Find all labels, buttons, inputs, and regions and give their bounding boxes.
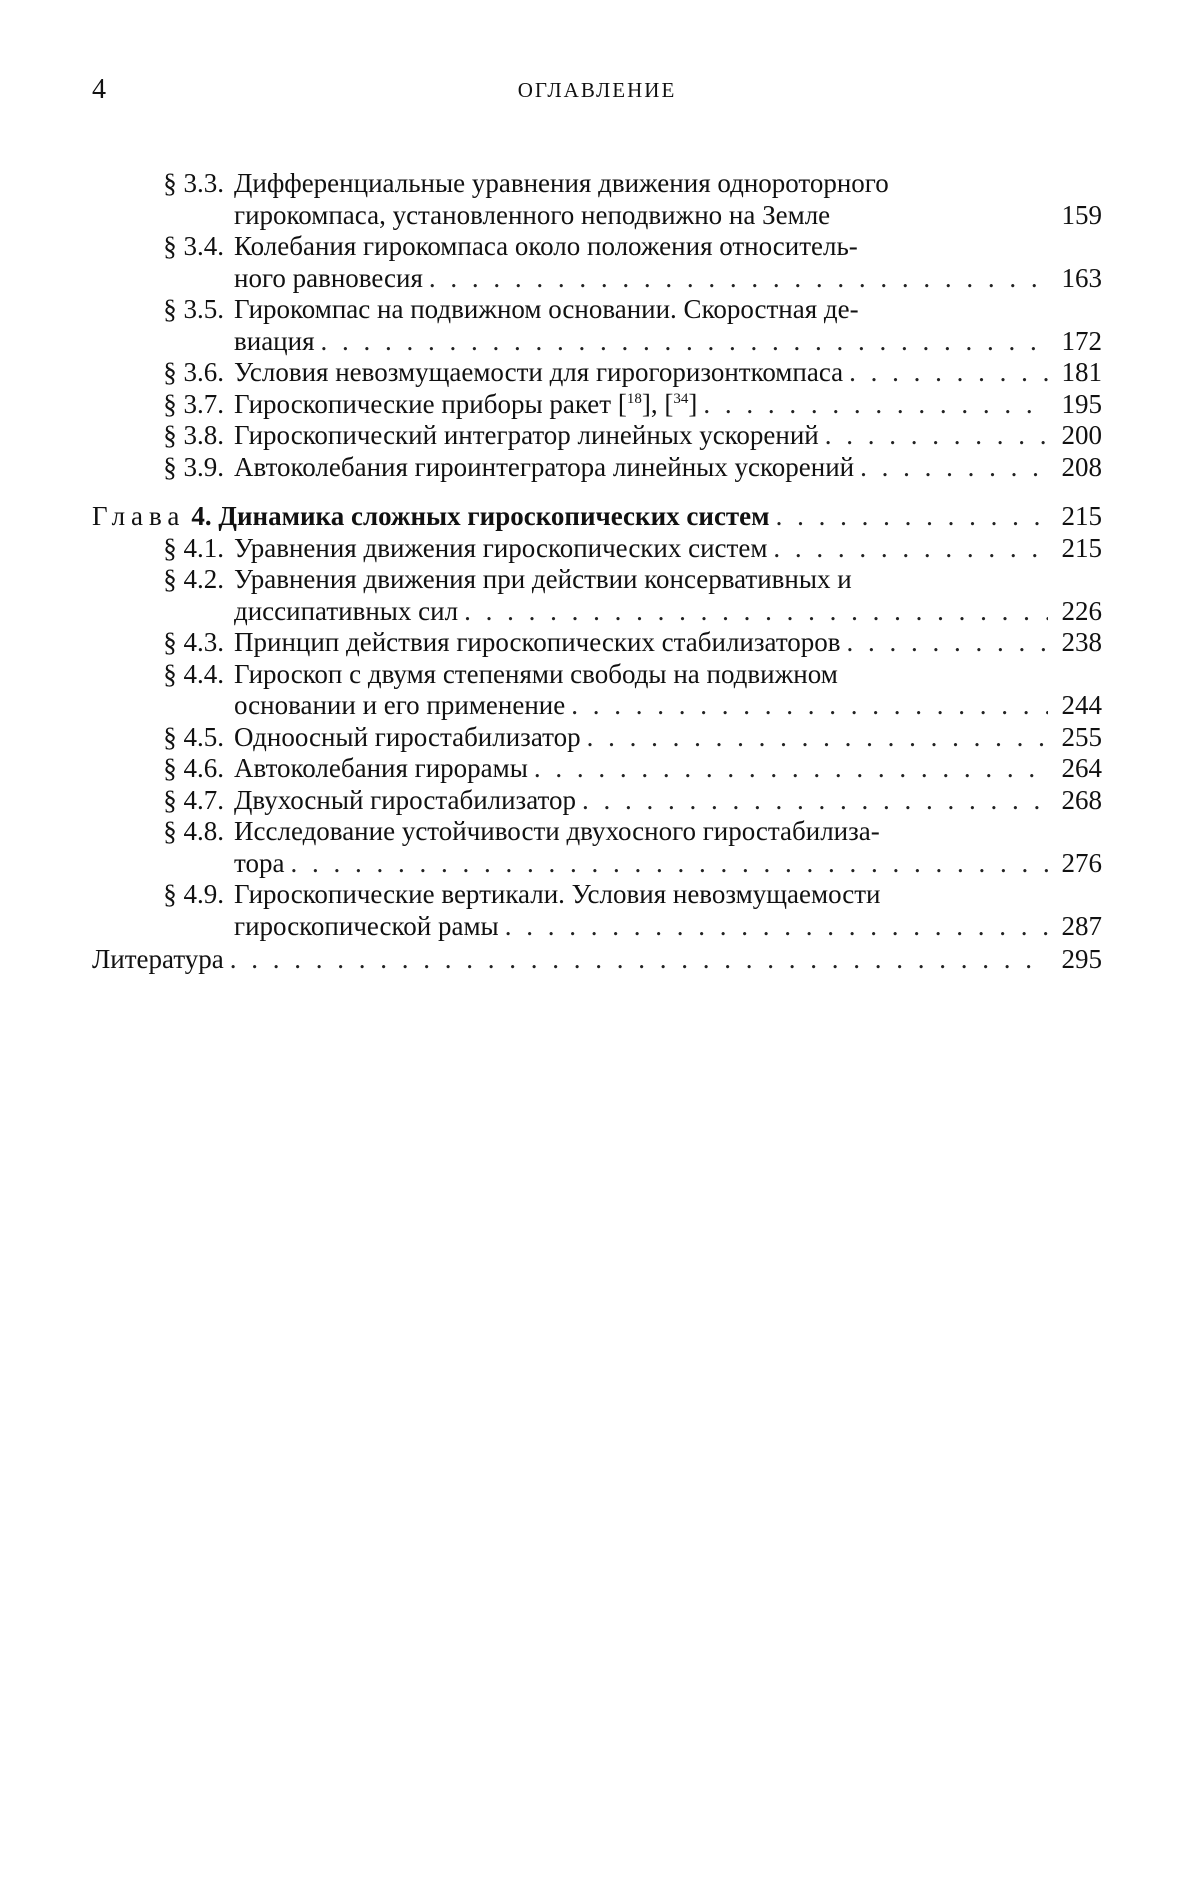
dot-leader <box>770 501 1048 533</box>
dot-leader <box>458 596 1048 628</box>
entry-title: Принцип действия гироскопических стабилизаторов <box>234 627 841 657</box>
toc-entry-3-3 <box>92 168 1102 231</box>
page-ref: 287 <box>1061 910 1102 941</box>
entry-title-continued: ного равновесия <box>234 262 423 293</box>
chapter-title: Динамика сложных гироскопических систем <box>218 501 770 531</box>
page-ref: 163 <box>1061 262 1102 293</box>
entry-title: Уравнения движения гироскопических систем <box>234 532 768 563</box>
entry-title: Двухосный гиростабилизатор <box>234 784 576 815</box>
page-ref: 208 <box>1061 451 1102 482</box>
entry-title: Дифференциальные уравнения движения однороторного <box>234 168 889 198</box>
toc-entry-3-5 <box>92 294 1102 357</box>
section-number: § 4.5. <box>163 721 224 752</box>
page-ref: 276 <box>1061 847 1102 878</box>
page-ref: 215 <box>1061 501 1102 531</box>
dot-leader <box>697 389 1048 421</box>
dot-leader <box>224 944 1048 976</box>
chapter-prefix: Глава <box>92 501 186 531</box>
page-header <box>92 74 1102 114</box>
toc-entry-4-7 <box>92 785 1102 817</box>
toc-entry-4-5 <box>92 722 1102 754</box>
dot-leader <box>841 627 1048 659</box>
entry-title: Условия невозмущаемости для гирогоризонткомпаса <box>234 357 844 387</box>
toc-entry-3-4 <box>92 231 1102 294</box>
entry-title: Гироскопические приборы ракет [$^{18}$], [$^{34}$] <box>234 388 698 419</box>
page-ref: 181 <box>1061 357 1102 387</box>
entry-title-continued: гироскопической рамы <box>234 910 499 941</box>
entry-title: Колебания гирокомпаса около положения относитель- <box>234 231 858 261</box>
entry-title-continued: гирокомпаса, установленного неподвижно на Земле <box>234 199 831 230</box>
reference-number: 34 <box>673 390 689 407</box>
toc-entry-4-2 <box>92 564 1102 627</box>
dot-leader <box>581 722 1048 754</box>
entry-title-continued: тора <box>234 847 285 878</box>
dot-leader <box>284 848 1048 880</box>
section-number: § 4.1. <box>163 532 224 563</box>
table-of-contents <box>92 168 1102 976</box>
entry-title: Гирокомпас на подвижном основании. Скоростная де- <box>234 294 859 324</box>
section-number: § 4.9. <box>163 879 224 909</box>
page-ref: 200 <box>1061 420 1102 450</box>
section-number: § 4.4. <box>163 658 224 689</box>
toc-entry-3-6 <box>92 357 1102 389</box>
toc-entry-3-7 <box>92 389 1102 421</box>
dot-leader <box>315 326 1049 358</box>
dot-leader <box>843 357 1048 389</box>
dot-leader <box>499 911 1048 943</box>
dot-leader <box>423 263 1048 295</box>
dot-leader <box>854 452 1048 484</box>
page-ref: 264 <box>1061 753 1102 783</box>
running-title: ОГЛАВЛЕНИЕ <box>517 78 677 102</box>
section-number: § 4.6. <box>163 753 224 783</box>
page-number: 4 <box>92 74 106 105</box>
entry-title: Одноосный гиростабилизатор <box>234 721 581 752</box>
entry-title-continued: виация <box>234 325 315 356</box>
section-number: § 3.9. <box>163 451 224 482</box>
section-number: § 3.5. <box>163 294 224 324</box>
toc-entry-3-9 <box>92 452 1102 484</box>
entry-title: Гироскопические вертикали. Условия невозмущаемости <box>234 879 881 909</box>
page-ref: 244 <box>1061 690 1102 720</box>
toc-entry-4-4 <box>92 659 1102 722</box>
entry-title: Автоколебания гироинтегратора линейных ускорений <box>234 451 855 482</box>
page-ref: 226 <box>1061 595 1102 626</box>
entry-title-continued: основании и его применение <box>234 690 566 720</box>
section-number: § 3.4. <box>163 231 224 261</box>
dot-leader <box>819 420 1048 452</box>
page-ref: 195 <box>1061 388 1102 419</box>
toc-literature <box>92 944 1102 976</box>
entry-title-continued: диссипативных сил <box>234 595 459 626</box>
page-ref: 268 <box>1061 784 1102 815</box>
section-number: § 3.7. <box>163 388 224 419</box>
page-ref: 172 <box>1061 325 1102 356</box>
entry-title: Гироскоп с двумя степенями свободы на подвижном <box>234 658 838 689</box>
toc-entry-4-8 <box>92 816 1102 879</box>
dot-leader <box>565 690 1048 722</box>
entry-title: Уравнения движения при действии консервативных и <box>234 564 852 594</box>
toc-entry-3-8 <box>92 420 1102 452</box>
page-ref: 295 <box>1061 944 1102 974</box>
dot-leader <box>576 785 1048 817</box>
reference-number: 18 <box>626 390 642 407</box>
toc-entry-4-3 <box>92 627 1102 659</box>
section-number: § 3.6. <box>163 357 224 387</box>
page-ref: 238 <box>1061 627 1102 657</box>
page-ref: 159 <box>1061 199 1102 230</box>
literature-title: Литература <box>92 944 224 974</box>
page-ref: 215 <box>1061 532 1102 563</box>
dot-leader <box>767 533 1048 565</box>
section-number: § 4.8. <box>163 816 224 846</box>
toc-chapter-4 <box>92 501 1102 533</box>
entry-title: Исследование устойчивости двухосного гиростабилиза- <box>234 816 880 846</box>
section-number: § 3.3. <box>163 168 224 198</box>
toc-entry-4-9 <box>92 879 1102 942</box>
toc-entry-4-6 <box>92 753 1102 785</box>
dot-leader <box>528 753 1048 785</box>
chapter-number: 4. <box>191 501 212 531</box>
entry-title: Гироскопический интегратор линейных ускорений <box>234 420 819 450</box>
entry-title: Автоколебания гирорамы <box>234 753 528 783</box>
toc-entry-4-1 <box>92 533 1102 565</box>
section-number: § 4.7. <box>163 784 224 815</box>
page-ref: 255 <box>1061 721 1102 752</box>
section-number: § 4.2. <box>163 564 224 594</box>
section-number: § 4.3. <box>163 627 224 657</box>
section-number: § 3.8. <box>163 420 224 450</box>
